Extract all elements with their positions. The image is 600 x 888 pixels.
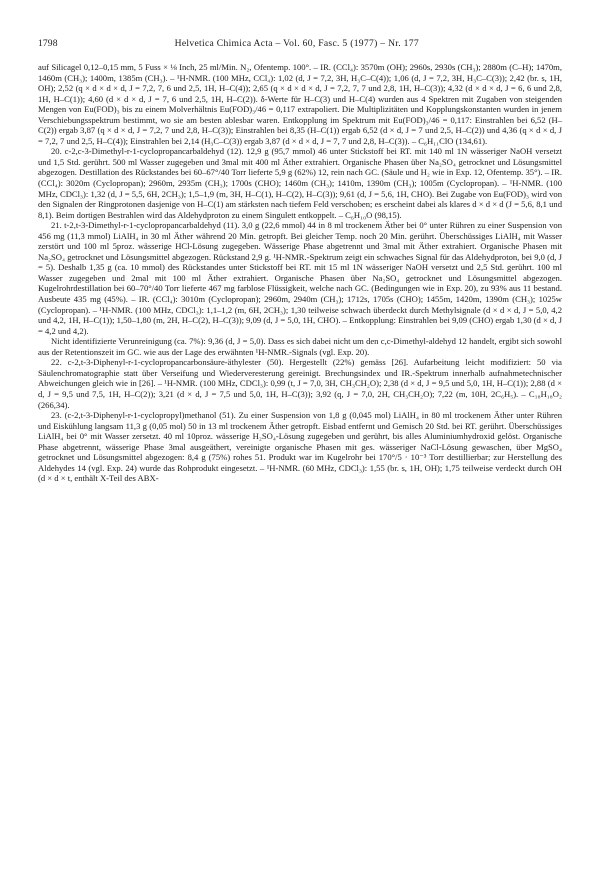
page-number: 1798: [38, 38, 58, 49]
paragraph-exp-21: 21. t-2,t-3-Dimethyl-r-1-cyclopropancarbaldehyd (11). 3,0 g (22,6 mmol) 44 in 8 ml trockenem Äther bei 0° unter Rühren zu einer Suspension von 456 mg (11,3 mmol) LiAlH₄ in 30 ml Äther während 20 Min. getropft. Bei gleicher Temp. noch 20 Min. gerührt. Überschüssiges LiAlH₄ mit Wasser zerstört und 100 ml 5proz. wässerige HCl-Lösung zugegeben. Wässerige Phase abgetrennt und 3mal mit Äther extrahiert. Organische Phasen mit Na₂SO₄ getrocknet und Lösungsmittel abgezogen. Rückstand 2,9 g. ¹H-NMR.-Spektrum zeigt ein schwaches Signal für das Aldehydproton, bei 9,0 (d, J = 5). Deshalb 1,35 g (ca. 10 mmol) des Rückstandes unter Stickstoff bei RT. mit 15 ml 1N wässeriger NaOH versetzt und 2,5 Std. gerührt. 100 ml Wasser zugegeben und 2mal mit 100 ml Äther extrahiert. Organische Phasen über Na₂SO₄ getrocknet und Lösungsmittel abgezogen. Kugelrohrdestillation bei 60–70°/40 Torr lieferte 467 mg farblose Flüssigkeit, welche nach GC. (Bedingungen wie in Exp. 20), zu 93% aus 11 bestand. Ausbeute 435 mg (45%). – IR. (CCl₄): 3010m (Cyclopropan); 2960m, 2940m (CH₃); 1712s, 1705s (CHO); 1455m, 1420m, 1390m (CH₃); 1025w (Cyclopropan). – ¹H-NMR. (100 MHz, CDCl₃): 1,1–1,2 (m, 6H, 2CH₃); 1,30 teilweise schwach überdeckt durch Methylsignale (d × d × d, J = 5,0, 4,2 und 4,2, 1H, H–C(1)); 1,50–1,80 (m, 2H, H–C(2), H–C(3)); 9,09 (d, J = 5,0, 1H, CHO). – Entkopplung: Einstrahlen bei 9,09 (CHO) ergab 1,30 (d × d, J = 4,2 und 4,2).: [38, 220, 562, 336]
page-header: [38, 38, 562, 49]
journal-page: [38, 38, 562, 484]
paragraph-impurity-note: Nicht identifizierte Verunreinigung (ca. 7%): 9,36 (d, J = 5,0). Dass es sich dabei nicht um den c,c-Dimethyl-aldehyd 12 handelt, ergibt sich sowohl aus der Retentionszeit im GC. wie aus der Lage des erwähnten ¹H-NMR.-Signals (vgl. Exp. 20).: [38, 336, 562, 357]
body-text: [38, 62, 562, 484]
paragraph-exp-20: 20. c-2,c-3-Dimethyl-r-1-cyclopropancarbaldehyd (12). 12,9 g (95,7 mmol) 46 unter Stickstoff bei RT. mit 140 ml 1N wässeriger NaOH versetzt und 1,5 Std. gerührt. 500 ml Wasser zugegeben und 3mal mit 400 ml Äther extrahiert. Organische Phasen über Na₂SO₄ getrocknet und Lösungsmittel abgezogen. Destillation des Rückstandes bei 60–67°/40 Torr lieferte 5,9 g (62%) 12, rein nach GC. (Säule und H₂ wie in Exp. 12, Ofentemp. 35°). – IR. (CCl₄): 3020m (Cyclopropan); 2960m, 2935m (CH₃); 1700s (CHO); 1460m (CH₃); 1410m, 1390m (CH₃); 1005m (Cyclopropan). – ¹H-NMR. (100 MHz, CDCl₃): 1,32 (d, J = 5,5, 6H, 2CH₃); 1,5–1,9 (m, 3H, H–C(1), H–C(2), H–C(3)); 9,61 (d, J = 5,6, 1H, CHO). Bei Zugabe von Eu(FOD)₃ wird von den Signalen der Ringprotonen dasjenige von H–C(1) am stärksten nach tiefem Feld verschoben; es erscheint dabei als klares d × d × d (J = 5,6, 8,1 und 8,1). Beim dortigen Bestrahlen wird das Aldehydproton zu einem Singulett entkoppelt. – C₆H₁₀O (98,15).: [38, 146, 562, 220]
journal-citation: Helvetica Chimica Acta – Vol. 60, Fasc. 5 (1977) – Nr. 177: [174, 38, 419, 49]
paragraph-exp-23: 23. (c-2,t-3-Diphenyl-r-1-cyclopropyl)methanol (51). Zu einer Suspension von 1,8 g (0,045 mol) LiAlH₄ in 80 ml trockenem Äther unter Rühren und Eiskühlung langsam 11,3 g (0,05 mol) 50 in 13 ml trockenem Äther getropft. Eisbad entfernt und Gemisch 20 Std. bei RT. gerührt. Überschüssiges LiAlH₄ bei 0° mit Wasser zersetzt. 40 ml 10proz. wässerige H₂SO₄-Lösung zugegeben und gerührt, bis alles Aluminiumhydroxid gelöst. Organische Phase abgetrennt, wässerige Phase 3mal ausgeäthert, vereinigte organische Phasen mit ges. wässeriger NaCl-Lösung gewaschen, über MgSO₄ getrocknet und Lösungsmittel abgezogen: 8,4 g (75%) rohes 51. Produkt war im Kugelrohr bei 170°/5 · 10⁻³ Torr destillierbar; zur Herstellung des Aldehydes 14 (vgl. Exp. 24) wurde das Rohprodukt eingesetzt. – ¹H-NMR. (60 MHz, CDCl₃): 1,55 (br. s, 1H, OH); 1,75 teilweise verdeckt durch OH (d × d × t, enthält X-Teil des ABX-: [38, 410, 562, 484]
paragraph-continuation: auf Silicagel 0,12–0,15 mm, 5 Fuss × ⅛ Inch, 25 ml/Min. N₂, Ofentemp. 100°. – IR. (CCl₄): 3570m (OH); 2960s, 2930s (CH₃); 2880m (C–H); 1470m, 1460m (CH₃); 1400m, 1385m (CH₃). – ¹H-NMR. (100 MHz, CCl₄): 1,02 (d, J = 7,2, 3H, H₃C–C(4)); 1,06 (d, J = 7,2, 3H, H₃C–C(3)); 2,42 (br. s, 1H, OH); 2,52 (q × d × d × d, J = 7,2, 7, 6 und 2,5, 1H, H–C(4)); 2,65 (q × d × d × d, J = 7,2, 7, 7 und 2,8, 1H, H–C(3)); 4,32 (d × d × d, J = 6, 6 und 2,8, 1H, H–C(1)); 4,60 (d × d × d, J = 7, 6 und 2,5, 1H, H–C(2)). δ-Werte für H–C(3) und H–C(4) wurden aus 4 Spektren mit Zugaben von steigenden Mengen von Eu(FOD)₃ bis zu einem Molverhältnis Eu(FOD)₃/46 = 0,117 extrapoliert. Die Multiplizitäten und Kopplungskonstanten wurden in jenem Verschiebungsspektrum bestimmt, wo sie am besten ablesbar waren. Entkopplung im Spektrum mit Eu(FOD)₃/46 = 0,117: Einstrahlen bei 6,52 (H–C(2)) ergab 3,87 (q × d × d, J = 7,2, 7 und 2,8, H–C(3)); Einstrahlen bei 8,35 (H–C(1)) ergab 6,52 (d × d, J = 7 und 2,5, H–C(2)) und 4,36 (q × d × d, J = 7,2, 7 und 2,5, H–C(4)); Einstrahlen bei 2,14 (H₃C–C(3)) ergab 3,87 (d × d × d, J = 7, 7 und 2,8, H–C(3)). – C₆H₁₁ClO (134,61).: [38, 62, 562, 146]
paragraph-exp-22: 22. c-2,t-3-Diphenyl-r-1-cyclopropancarbonsäure-äthylester (50). Hergestellt (22%) gemäss [26]. Aufarbeitung leicht modifiziert: 50 via Säulenchromatographie statt über Verseifung und Wiederveresterung gereinigt. Brechungsindex und IR.-Spektrum innerhalb aufnahmetechnischer Abweichungen gleich wie in [26]. – ¹H-NMR. (100 MHz, CDCl₃): 0,99 (t, J = 7,0, 3H, CH₃CH₂O); 2,38 (d × d, J = 9,5 und 5,0, 1H, H–C(1)); 2,88 (d × d, J = 9,5 und 7,5, 1H, H–C(2)); 3,21 (d × d, J = 7,5 und 5,0, 1H, H–C(3)); 3,92 (q, J = 7,0, 2H, CH₃CH₂O); 7,22 (m, 10H, 2C₆H₅). – C₁₈H₁₈O₂ (266,34).: [38, 357, 562, 410]
